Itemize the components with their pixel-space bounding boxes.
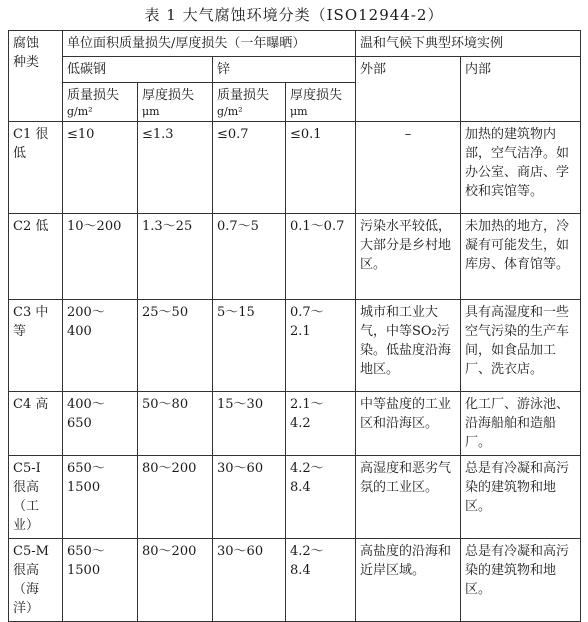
header-steel-thickness-loss (138, 83, 213, 122)
cell-exterior: 高盐度的沿海和近岸区域。 (356, 539, 461, 622)
cell-category: C3 中 等 (9, 300, 63, 392)
cell-zinc-mass: ≤0.7 (213, 122, 286, 214)
cell-zinc-mass: 0.7～5 (213, 214, 286, 300)
cell-zinc-thickness: 0.1～0.7 (286, 214, 356, 300)
header-zinc-thickness-loss (286, 83, 356, 122)
thickness-loss-label: 厚度损失 (142, 88, 195, 103)
cell-interior: 总是有冷凝和高污染的建筑物和地区。 (461, 539, 581, 622)
cell-steel-mass: 400～ 650 (63, 392, 138, 456)
cell-exterior: 城市和工业大气，中等SO₂污染。低盐度沿海地区。 (356, 300, 461, 392)
table-row (9, 392, 581, 456)
mass-loss-label: 质量损失 (217, 88, 270, 103)
cell-steel-thickness: 80～200 (138, 539, 213, 622)
cell-zinc-mass: 15～30 (213, 392, 286, 456)
table-row (9, 300, 581, 392)
cell-interior: 总是有冷凝和高污染的建筑物和地区。 (461, 456, 581, 539)
table-caption: 表 1 大气腐蚀环境分类（ISO12944-2） (144, 6, 444, 24)
table-row (9, 122, 581, 214)
header-loss-group: 单位面积质量损失/厚度损失（一年曝晒） (63, 31, 356, 57)
corrosion-classification-table (8, 30, 581, 622)
cell-steel-thickness: ≤1.3 (138, 122, 213, 214)
cell-exterior: – (356, 122, 461, 214)
cell-category: C4 高 (9, 392, 63, 456)
cell-steel-thickness: 80～200 (138, 456, 213, 539)
cell-category: C5-I 很高 （工 业） (9, 456, 63, 539)
cell-steel-mass: 10～200 (63, 214, 138, 300)
header-examples-group: 温和气候下典型环境实例 (356, 31, 581, 57)
mass-unit: g/m² (217, 105, 243, 118)
cell-interior: 未加热的地方，冷凝有可能发生，如库房、体育馆等。 (461, 214, 581, 300)
header-category: 腐蚀 种类 (9, 31, 63, 122)
cell-steel-mass: 200～ 400 (63, 300, 138, 392)
cell-steel-thickness: 25～50 (138, 300, 213, 392)
cell-category: C1 很 低 (9, 122, 63, 214)
table-row (9, 456, 581, 539)
cell-zinc-mass: 30～60 (213, 456, 286, 539)
cell-zinc-thickness: 4.2～ 8.4 (286, 539, 356, 622)
thickness-unit: μm (290, 105, 308, 118)
cell-zinc-thickness: 2.1～ 4.2 (286, 392, 356, 456)
cell-zinc-thickness: ≤0.1 (286, 122, 356, 214)
header-interior: 内部 (461, 57, 581, 122)
header-steel-mass-loss (63, 83, 138, 122)
cell-steel-mass: 650～ 1500 (63, 539, 138, 622)
mass-loss-label: 质量损失 (67, 88, 120, 103)
mass-unit: g/m² (67, 105, 93, 118)
cell-category: C2 低 (9, 214, 63, 300)
cell-interior: 加热的建筑物内部，空气洁净。如办公室、商店、学校和宾馆等。 (461, 122, 581, 214)
cell-zinc-thickness: 0.7～ 2.1 (286, 300, 356, 392)
header-low-carbon-steel: 低碳钢 (63, 57, 213, 83)
cell-steel-thickness: 1.3～25 (138, 214, 213, 300)
cell-exterior: 污染水平较低，大部分是乡村地区。 (356, 214, 461, 300)
cell-zinc-mass: 30～60 (213, 539, 286, 622)
cell-exterior: 高湿度和恶劣气氛的工业区。 (356, 456, 461, 539)
table-row (9, 214, 581, 300)
cell-steel-thickness: 50～80 (138, 392, 213, 456)
thickness-unit: μm (142, 105, 160, 118)
cell-zinc-mass: 5～15 (213, 300, 286, 392)
cell-interior: 具有高湿度和一些空气污染的生产车间，如食品加工厂、洗衣店。 (461, 300, 581, 392)
cell-zinc-thickness: 4.2～ 8.4 (286, 456, 356, 539)
cell-steel-mass: ≤10 (63, 122, 138, 214)
header-zinc: 锌 (213, 57, 356, 83)
cell-steel-mass: 650～ 1500 (63, 456, 138, 539)
cell-category: C5-M 很高 （海 洋） (9, 539, 63, 622)
table-row (9, 539, 581, 622)
cell-interior: 化工厂、游泳池、沿海船舶和造船厂。 (461, 392, 581, 456)
thickness-loss-label: 厚度损失 (290, 88, 343, 103)
header-exterior: 外部 (356, 57, 461, 122)
header-zinc-mass-loss (213, 83, 286, 122)
cell-exterior: 中等盐度的工业区和沿海区。 (356, 392, 461, 456)
